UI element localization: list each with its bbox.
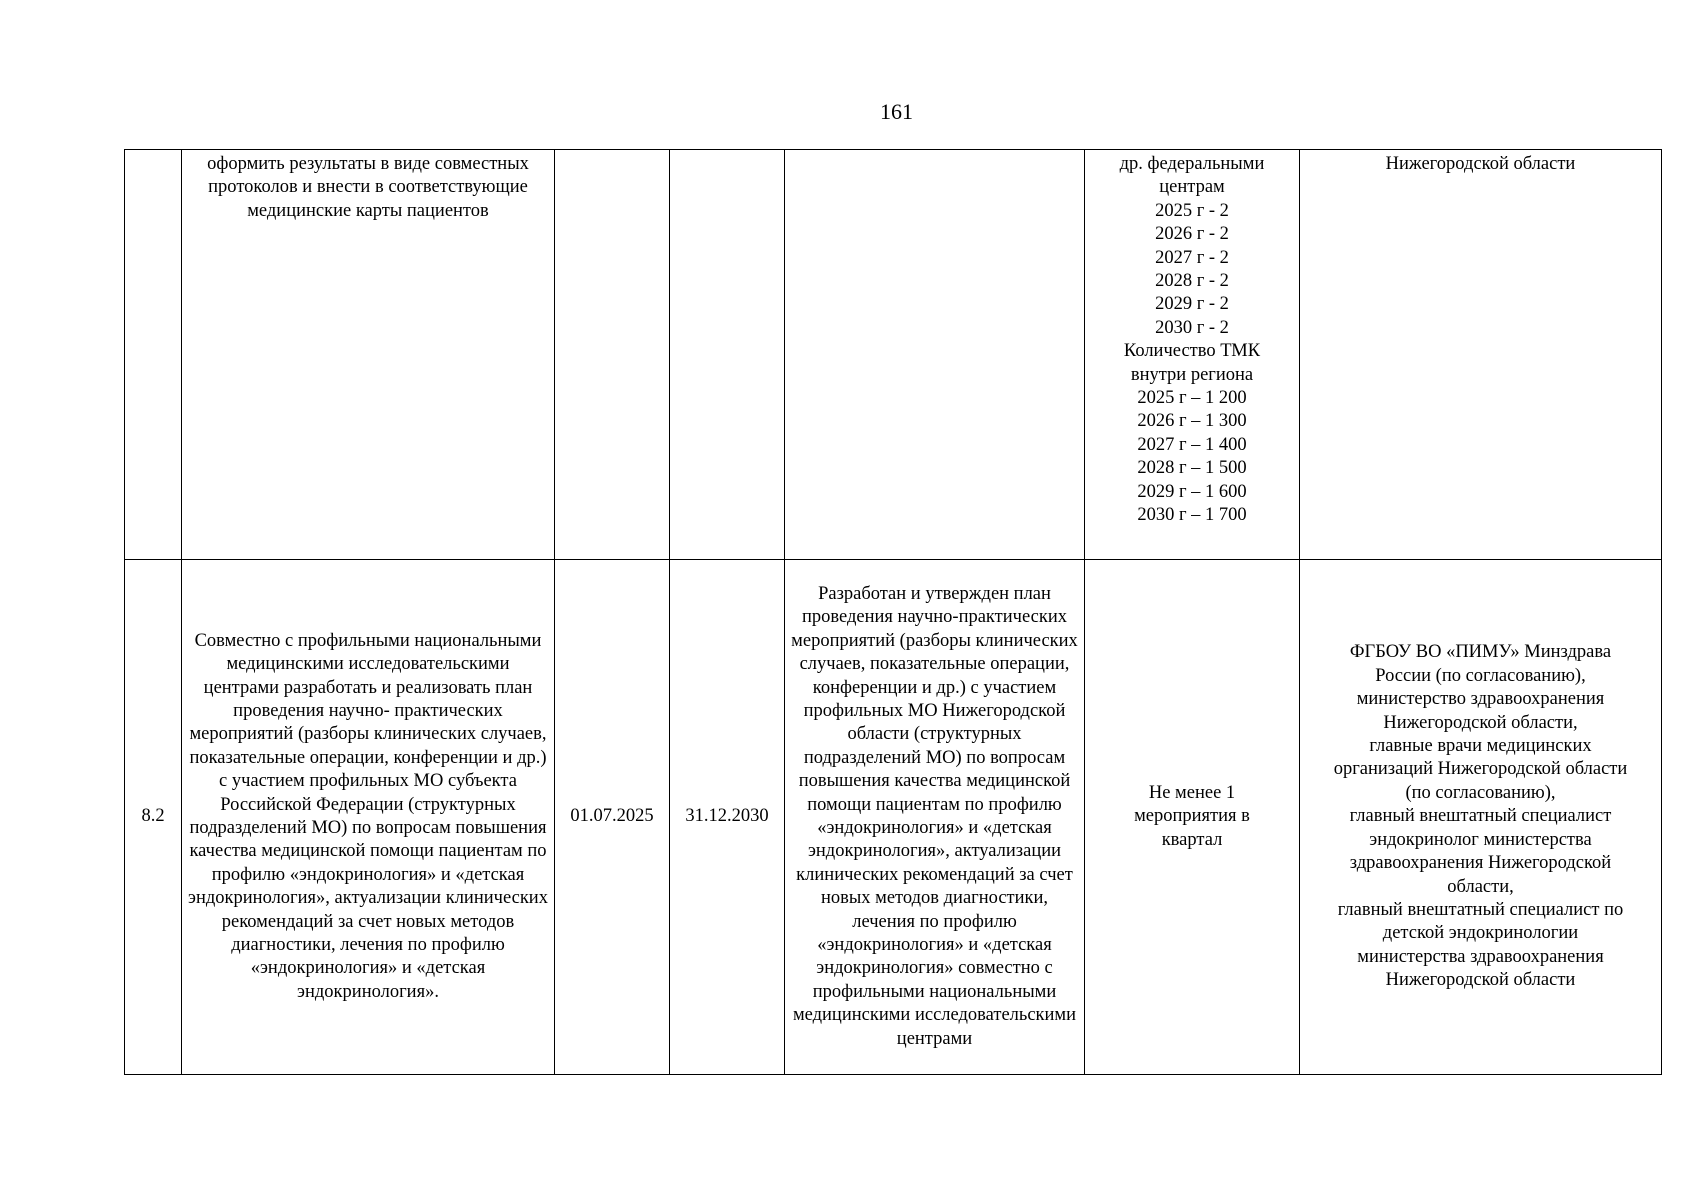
text-line: организаций Нижегородской области	[1333, 759, 1628, 780]
text-line: 2029 г - 2	[1155, 294, 1229, 315]
cell-end-date: 31.12.2030	[670, 560, 785, 1075]
table-row	[125, 560, 1662, 1075]
cell-end-date	[670, 150, 785, 560]
text-line: Нижегородской области	[1385, 154, 1576, 174]
text-line: центрам	[1159, 177, 1225, 198]
action-text: Совместно с профильными национальными медицинскими исследовательскими центрами разработать и реализовать план проведения научно- практических мероприятий (разборы клинических случаев, показательные операции, конференции и др.) с участием профильных МО субъекта Российской Федерации (структурных подразделений МО) по вопросам повышения качества медицинской помощи пациентам по профилю «эндокринология» и «детская эндокринология», актуализации клинических рекомендаций за счет новых методов диагностики, лечения по профилю «эндокринология» и «детская эндокринология».	[188, 630, 548, 1002]
text-line: главные врачи медицинских	[1369, 736, 1592, 757]
responsible-lines	[1306, 641, 1655, 992]
cell-number	[125, 150, 182, 560]
cell-indicator	[1085, 560, 1300, 1075]
cell-start-date	[555, 150, 670, 560]
action-text: оформить результаты в виде совместных протоколов и внести в соответствующие медицинские карты пациентов	[207, 154, 529, 221]
text-line: Не менее 1	[1148, 782, 1236, 803]
text-line: 2029 г – 1 600	[1137, 481, 1247, 502]
text-line: эндокринолог министерства	[1369, 829, 1592, 850]
text-line: 2030 г - 2	[1155, 317, 1229, 338]
text-line: 2026 г – 1 300	[1137, 411, 1247, 432]
text-line: области,	[1447, 876, 1514, 897]
cell-responsible	[1300, 150, 1662, 560]
text-line: (по согласованию),	[1405, 782, 1556, 803]
text-line: Нижегородской области,	[1383, 712, 1578, 733]
text-line: Количество ТМК	[1123, 341, 1261, 362]
text-line: Нижегородской области	[1385, 970, 1576, 991]
text-line: 2028 г - 2	[1155, 271, 1229, 292]
text-line: мероприятия в	[1134, 806, 1250, 827]
activity-plan-table	[124, 149, 1662, 1075]
text-line: 2025 г - 2	[1155, 200, 1229, 221]
text-line: внутри региона	[1130, 364, 1254, 385]
cell-result	[785, 150, 1085, 560]
text-line: министерство здравоохранения	[1356, 689, 1605, 710]
text-line: России (по согласованию),	[1375, 665, 1586, 686]
text-line: др. федеральными	[1119, 154, 1265, 174]
text-line: 2030 г – 1 700	[1137, 505, 1247, 526]
text-line: 2028 г – 1 500	[1137, 458, 1247, 479]
page-number: 161	[880, 99, 913, 124]
cell-action	[182, 150, 555, 560]
indicator-lines	[1091, 782, 1293, 852]
cell-start-date: 01.07.2025	[555, 560, 670, 1075]
text-line: детской эндокринологии	[1382, 923, 1579, 944]
text-line: 2026 г - 2	[1155, 224, 1229, 245]
text-line: главный внештатный специалист по	[1337, 899, 1624, 920]
cell-responsible	[1300, 560, 1662, 1075]
cell-result	[785, 560, 1085, 1075]
indicator-lines	[1091, 153, 1293, 528]
text-line: главный внештатный специалист	[1349, 806, 1612, 827]
text-line: министерства здравоохранения	[1357, 946, 1604, 967]
cell-indicator	[1085, 150, 1300, 560]
text-line: 2025 г – 1 200	[1137, 388, 1247, 409]
responsible-lines	[1306, 153, 1655, 176]
text-line: квартал	[1161, 829, 1223, 850]
result-text: Разработан и утвержден план проведения научно-практических мероприятий (разборы клинических случаев, показательные операции, конференции и др.) с участием профильных МО Нижегородской области (структурных подразделений МО) по вопросам повышения качества медицинской помощи пациентам по профилю «эндокринология» и «детская эндокринология», актуализации клинических рекомендаций за счет новых методов диагностики, лечения по профилю «эндокринология» и «детская эндокринология» совместно с профильными национальными медицинскими исследовательскими центрами	[791, 583, 1078, 1049]
table-row	[125, 150, 1662, 560]
text-line: 2027 г - 2	[1155, 247, 1229, 268]
text-line: ФГБОУ ВО «ПИМУ» Минздрава	[1349, 642, 1612, 663]
cell-action	[182, 560, 555, 1075]
cell-number: 8.2	[125, 560, 182, 1075]
text-line: здравоохранения Нижегородской	[1349, 853, 1612, 874]
text-line: 2027 г – 1 400	[1137, 434, 1247, 455]
